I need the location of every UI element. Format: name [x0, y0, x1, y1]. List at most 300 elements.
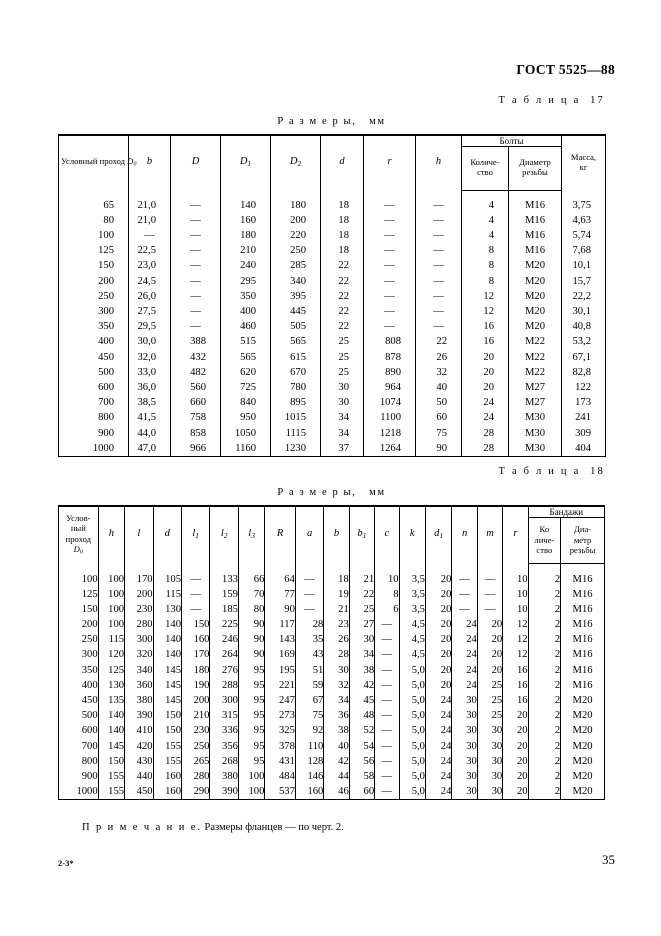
table-cell: 378 — [265, 738, 296, 753]
table-cell: 36,0 — [129, 380, 171, 395]
table-cell: 5,0 — [399, 663, 425, 678]
th-bolt-thread: Диаметр резьбы — [509, 147, 562, 191]
table-cell: — — [452, 587, 477, 602]
table-cell: 58 — [349, 769, 374, 784]
table-cell: M16 — [561, 587, 605, 602]
table-cell: 336 — [210, 723, 238, 738]
table-cell: 400 — [221, 304, 271, 319]
table-cell: 67 — [295, 693, 323, 708]
table-cell: 22 — [321, 319, 364, 334]
table-row — [59, 678, 605, 693]
table-cell: — — [416, 198, 462, 213]
table-cell: 22 — [416, 334, 462, 349]
table-cell: 128 — [295, 754, 323, 769]
th-b: b — [129, 135, 171, 190]
table-17 — [58, 134, 606, 457]
table-18-head-row-1 — [59, 506, 605, 518]
th18-l1: $l_1$ — [182, 506, 210, 564]
table-cell: 140 — [98, 723, 124, 738]
table-cell: — — [295, 602, 323, 617]
table-cell: — — [416, 243, 462, 258]
table-17-number: Т а б л и ц а 17 — [498, 95, 605, 106]
table-cell: 1074 — [364, 395, 416, 410]
table-cell: 400 — [59, 678, 99, 693]
table-cell: — — [364, 198, 416, 213]
th-group-bolts: Болты — [462, 135, 562, 147]
table-spacer-row — [59, 190, 606, 198]
table-cell: — — [375, 754, 399, 769]
table-17-body — [59, 190, 606, 456]
table-cell: 48 — [349, 708, 374, 723]
table-cell: M20 — [509, 258, 562, 273]
table-cell: M27 — [509, 380, 562, 395]
table-cell: 2 — [528, 693, 561, 708]
table-cell: 964 — [364, 380, 416, 395]
table-row — [59, 738, 605, 753]
table-cell: 185 — [210, 602, 238, 617]
spacer-cell — [349, 564, 374, 572]
table-cell: 280 — [125, 617, 153, 632]
th18-m: m — [477, 506, 502, 564]
table-cell: 800 — [59, 410, 129, 425]
table-cell: 180 — [221, 228, 271, 243]
table-cell: 60 — [349, 784, 374, 800]
table-cell: 21 — [349, 571, 374, 586]
note-text: Размеры фланцев — по черт. 2. — [204, 822, 344, 833]
table-cell: 24 — [462, 395, 509, 410]
table-cell: 20 — [425, 571, 451, 586]
table-cell: 12 — [503, 632, 528, 647]
table-cell: 20 — [462, 350, 509, 365]
table-cell: — — [171, 198, 221, 213]
table-cell: 36 — [324, 708, 349, 723]
table-cell: 10 — [503, 602, 528, 617]
table-cell: 150 — [59, 602, 99, 617]
table-cell: 20 — [425, 632, 451, 647]
table-cell: 150 — [153, 723, 181, 738]
table-cell: 40 — [416, 380, 462, 395]
table-cell: 700 — [59, 738, 99, 753]
table-row — [59, 602, 605, 617]
table-cell: 2 — [528, 602, 561, 617]
table-cell: 125 — [59, 587, 99, 602]
table-18-number: Т а б л и ц а 18 — [498, 466, 605, 477]
table-cell: 180 — [271, 198, 321, 213]
table-cell: 100 — [238, 784, 264, 800]
table-cell: — — [477, 587, 502, 602]
table-cell: 26,0 — [129, 289, 171, 304]
th18-h: h — [98, 506, 124, 564]
table-cell: 247 — [265, 693, 296, 708]
table-cell: 210 — [221, 243, 271, 258]
table-cell: 200 — [59, 617, 99, 632]
table-cell: 5,0 — [399, 784, 425, 800]
table-cell: — — [477, 571, 502, 586]
table-cell: M20 — [509, 289, 562, 304]
table-cell: 24 — [425, 784, 451, 800]
table-cell: 24 — [452, 678, 477, 693]
table-row — [59, 571, 605, 586]
table-cell: 155 — [153, 738, 181, 753]
table-cell: 20 — [503, 723, 528, 738]
table-cell: 150 — [59, 258, 129, 273]
table-cell: 42 — [349, 678, 374, 693]
table-cell: 1218 — [364, 425, 416, 440]
table-cell: M20 — [509, 304, 562, 319]
table-cell: 37 — [321, 441, 364, 457]
table-cell: 2 — [528, 617, 561, 632]
table-row — [59, 410, 606, 425]
table-cell: 90 — [265, 602, 296, 617]
table-cell: 45 — [349, 693, 374, 708]
th18-b1: $b_1$ — [349, 506, 374, 564]
table-cell: 2 — [528, 769, 561, 784]
table-cell: 221 — [265, 678, 296, 693]
table-cell: 2 — [528, 754, 561, 769]
table-cell: 900 — [59, 425, 129, 440]
table-cell: 30 — [349, 632, 374, 647]
table-18-body — [59, 564, 605, 800]
table-cell: M16 — [561, 632, 605, 647]
table-cell: — — [416, 258, 462, 273]
table-cell: 1160 — [221, 441, 271, 457]
table-cell: 5,0 — [399, 769, 425, 784]
table-cell: 59 — [295, 678, 323, 693]
table-cell: 700 — [59, 395, 129, 410]
table-row — [59, 617, 605, 632]
table-cell: 20 — [477, 647, 502, 662]
table-cell: — — [375, 632, 399, 647]
table-cell: 140 — [153, 647, 181, 662]
table-cell: 4,63 — [562, 213, 606, 228]
table-cell: 150 — [98, 754, 124, 769]
table-cell: 26 — [416, 350, 462, 365]
table-cell: 390 — [210, 784, 238, 800]
table-row — [59, 380, 606, 395]
table-cell: 24 — [452, 617, 477, 632]
table-cell: 309 — [562, 425, 606, 440]
table-cell: 450 — [59, 693, 99, 708]
table-cell: 54 — [349, 738, 374, 753]
table-cell: 23 — [324, 617, 349, 632]
table-cell: 808 — [364, 334, 416, 349]
table-cell: 390 — [125, 708, 153, 723]
table-cell: 16 — [462, 319, 509, 334]
th-D: D — [171, 135, 221, 190]
table-cell: — — [364, 274, 416, 289]
table-cell: 40 — [324, 738, 349, 753]
signature-mark: 2-3* — [58, 858, 74, 868]
table-row — [59, 213, 606, 228]
table-cell: — — [375, 769, 399, 784]
table-cell: 27 — [349, 617, 374, 632]
spacer-cell — [477, 564, 502, 572]
table-cell: 180 — [182, 663, 210, 678]
table-cell: 3,5 — [399, 587, 425, 602]
table-cell: 38,5 — [129, 395, 171, 410]
table-cell: 50 — [416, 395, 462, 410]
table-cell: 100 — [98, 571, 124, 586]
table-cell: 276 — [210, 663, 238, 678]
table-cell: 20 — [503, 708, 528, 723]
table-cell: 44,0 — [129, 425, 171, 440]
table-cell: — — [295, 587, 323, 602]
table-cell: 12 — [462, 289, 509, 304]
table-cell: 32,0 — [129, 350, 171, 365]
table-cell: 1050 — [221, 425, 271, 440]
table-cell: M16 — [561, 602, 605, 617]
table-cell: 230 — [182, 723, 210, 738]
th18-band-thread: Диа- метр резьбы — [561, 518, 605, 564]
table-cell: M20 — [561, 708, 605, 723]
table-cell: 200 — [59, 274, 129, 289]
table-row — [59, 441, 606, 457]
table-cell: 225 — [210, 617, 238, 632]
table-cell: 1000 — [59, 441, 129, 457]
th18-band-count: Ко личе- ство — [528, 518, 561, 564]
spacer-cell — [528, 564, 561, 572]
table-cell: 380 — [210, 769, 238, 784]
th18-n: n — [452, 506, 477, 564]
table-row — [59, 198, 606, 213]
table-cell: 75 — [295, 708, 323, 723]
table-cell: 30 — [477, 784, 502, 800]
table-cell: 1100 — [364, 410, 416, 425]
table-cell: 80 — [238, 602, 264, 617]
table-cell: 27,5 — [129, 304, 171, 319]
table-cell: 25 — [349, 602, 374, 617]
table-cell: 20 — [503, 738, 528, 753]
table-cell: 30 — [452, 723, 477, 738]
table-cell: 22,2 — [562, 289, 606, 304]
table-cell: — — [375, 723, 399, 738]
table-cell: 150 — [182, 617, 210, 632]
table-cell: 30 — [452, 769, 477, 784]
table-cell: 20 — [425, 647, 451, 662]
table-cell: 120 — [98, 647, 124, 662]
table-cell: 24 — [452, 663, 477, 678]
table-cell: 30 — [321, 395, 364, 410]
table-cell: 290 — [182, 784, 210, 800]
spacer-cell — [375, 564, 399, 572]
table-cell: 22 — [321, 258, 364, 273]
table-row — [59, 304, 606, 319]
spacer-cell — [129, 190, 171, 198]
table-cell: 395 — [271, 289, 321, 304]
table-cell: 4 — [462, 198, 509, 213]
table-cell: 95 — [238, 738, 264, 753]
table-cell: 47,0 — [129, 441, 171, 457]
spacer-cell — [462, 190, 509, 198]
table-cell: 25 — [321, 365, 364, 380]
table-cell: 5,0 — [399, 738, 425, 753]
table-cell: 24 — [425, 754, 451, 769]
table-cell: M20 — [561, 769, 605, 784]
table-row — [59, 754, 605, 769]
table-cell: 34 — [349, 647, 374, 662]
th18-c: c — [375, 506, 399, 564]
th18-l2: $l_2$ — [210, 506, 238, 564]
table-cell: 250 — [59, 632, 99, 647]
table-cell: 758 — [171, 410, 221, 425]
spacer-cell — [98, 564, 124, 572]
table-18-head — [59, 506, 605, 564]
spacer-cell — [321, 190, 364, 198]
spacer-cell — [416, 190, 462, 198]
table-cell: — — [182, 602, 210, 617]
table-18-block — [58, 466, 605, 800]
table-cell: 450 — [125, 784, 153, 800]
table-cell: 38 — [324, 723, 349, 738]
table-cell: 30 — [477, 754, 502, 769]
table-cell: 25 — [321, 334, 364, 349]
spacer-cell — [210, 564, 238, 572]
table-cell: 16 — [503, 693, 528, 708]
table-cell: 29,5 — [129, 319, 171, 334]
table-cell: 21,0 — [129, 213, 171, 228]
table-cell: 450 — [59, 350, 129, 365]
table-cell: 19 — [324, 587, 349, 602]
table-cell: — — [171, 274, 221, 289]
table-cell: 10,1 — [562, 258, 606, 273]
table-cell: 5,0 — [399, 678, 425, 693]
table-cell: 40,8 — [562, 319, 606, 334]
table-cell: 60 — [416, 410, 462, 425]
table-row — [59, 274, 606, 289]
table-cell: 90 — [238, 647, 264, 662]
table-cell: 30 — [321, 380, 364, 395]
table-cell: 170 — [125, 571, 153, 586]
table-cell: 18 — [321, 213, 364, 228]
table-cell: — — [171, 213, 221, 228]
table-cell: 51 — [295, 663, 323, 678]
table-cell: M30 — [509, 425, 562, 440]
table-cell: 350 — [221, 289, 271, 304]
table-cell: 8 — [462, 243, 509, 258]
table-cell: 16 — [503, 678, 528, 693]
table-cell: — — [375, 617, 399, 632]
table-cell: 20 — [503, 754, 528, 769]
table-cell: 80 — [59, 213, 129, 228]
table-cell: 115 — [98, 632, 124, 647]
table-cell: 135 — [98, 693, 124, 708]
table-cell: 66 — [238, 571, 264, 586]
table-cell: 4 — [462, 213, 509, 228]
table-cell: 90 — [238, 632, 264, 647]
table-cell: 34 — [321, 410, 364, 425]
table-cell: 18 — [321, 243, 364, 258]
table-cell: 24,5 — [129, 274, 171, 289]
table-cell: 25 — [477, 708, 502, 723]
table-cell: 1230 — [271, 441, 321, 457]
table-cell: — — [171, 258, 221, 273]
table-cell: — — [375, 678, 399, 693]
table-cell: 2 — [528, 571, 561, 586]
table-cell: 18 — [321, 228, 364, 243]
table-cell: 600 — [59, 380, 129, 395]
table-cell: 484 — [265, 769, 296, 784]
table-cell: 660 — [171, 395, 221, 410]
table-cell: — — [452, 571, 477, 586]
table-cell: — — [416, 274, 462, 289]
table-cell: 5,0 — [399, 754, 425, 769]
table-cell: 320 — [125, 647, 153, 662]
table-cell: 895 — [271, 395, 321, 410]
table-cell: 30 — [452, 784, 477, 800]
table-cell: 440 — [125, 769, 153, 784]
table-cell: — — [171, 319, 221, 334]
table-cell: 20 — [425, 602, 451, 617]
table-cell: 95 — [238, 678, 264, 693]
table-cell: 295 — [221, 274, 271, 289]
table-cell: 20 — [477, 663, 502, 678]
table-cell: 140 — [153, 632, 181, 647]
table-cell: 22 — [321, 304, 364, 319]
table-cell: 30 — [452, 738, 477, 753]
table-cell: 10 — [503, 587, 528, 602]
table-cell: 110 — [295, 738, 323, 753]
table-cell: — — [452, 602, 477, 617]
table-cell: — — [129, 228, 171, 243]
table-cell: 800 — [59, 754, 99, 769]
table-cell: 4,5 — [399, 647, 425, 662]
table-cell: 6 — [375, 602, 399, 617]
th18-group-bands: Бандажи — [528, 506, 604, 518]
table-cell: — — [375, 693, 399, 708]
table-cell: 160 — [221, 213, 271, 228]
table-cell: 410 — [125, 723, 153, 738]
table-cell: 24 — [452, 632, 477, 647]
table-cell: 20 — [425, 617, 451, 632]
table-cell: 210 — [182, 708, 210, 723]
table-cell: 160 — [295, 784, 323, 800]
table-cell: 5,0 — [399, 708, 425, 723]
table-17-head-row-1 — [59, 135, 606, 147]
table-cell: 21 — [324, 602, 349, 617]
th18-r: r — [503, 506, 528, 564]
table-cell: 67,1 — [562, 350, 606, 365]
spacer-cell — [561, 564, 605, 572]
table-cell: 12 — [503, 617, 528, 632]
table-cell: 20 — [462, 365, 509, 380]
table-cell: 25 — [321, 350, 364, 365]
th18-l: l — [125, 506, 153, 564]
table-cell: 420 — [125, 738, 153, 753]
table-cell: 23,0 — [129, 258, 171, 273]
th-d: d — [321, 135, 364, 190]
table-cell: 100 — [238, 769, 264, 784]
table-row — [59, 350, 606, 365]
table-cell: — — [182, 571, 210, 586]
table-cell: 26 — [324, 632, 349, 647]
table-cell: 56 — [349, 754, 374, 769]
table-cell: 300 — [210, 693, 238, 708]
table-cell: M16 — [509, 243, 562, 258]
table-cell: 20 — [503, 784, 528, 800]
th18-b: b — [324, 506, 349, 564]
table-cell: 100 — [59, 571, 99, 586]
table-cell: 145 — [153, 663, 181, 678]
table-cell: — — [364, 213, 416, 228]
table-cell: 140 — [98, 708, 124, 723]
table-cell: 2 — [528, 708, 561, 723]
table-17-caption: Р а з м е р ы, мм — [277, 116, 386, 127]
table-cell: 82,8 — [562, 365, 606, 380]
table-cell: 1015 — [271, 410, 321, 425]
table-cell: 90 — [238, 617, 264, 632]
spacer-cell — [221, 190, 271, 198]
table-cell: 122 — [562, 380, 606, 395]
